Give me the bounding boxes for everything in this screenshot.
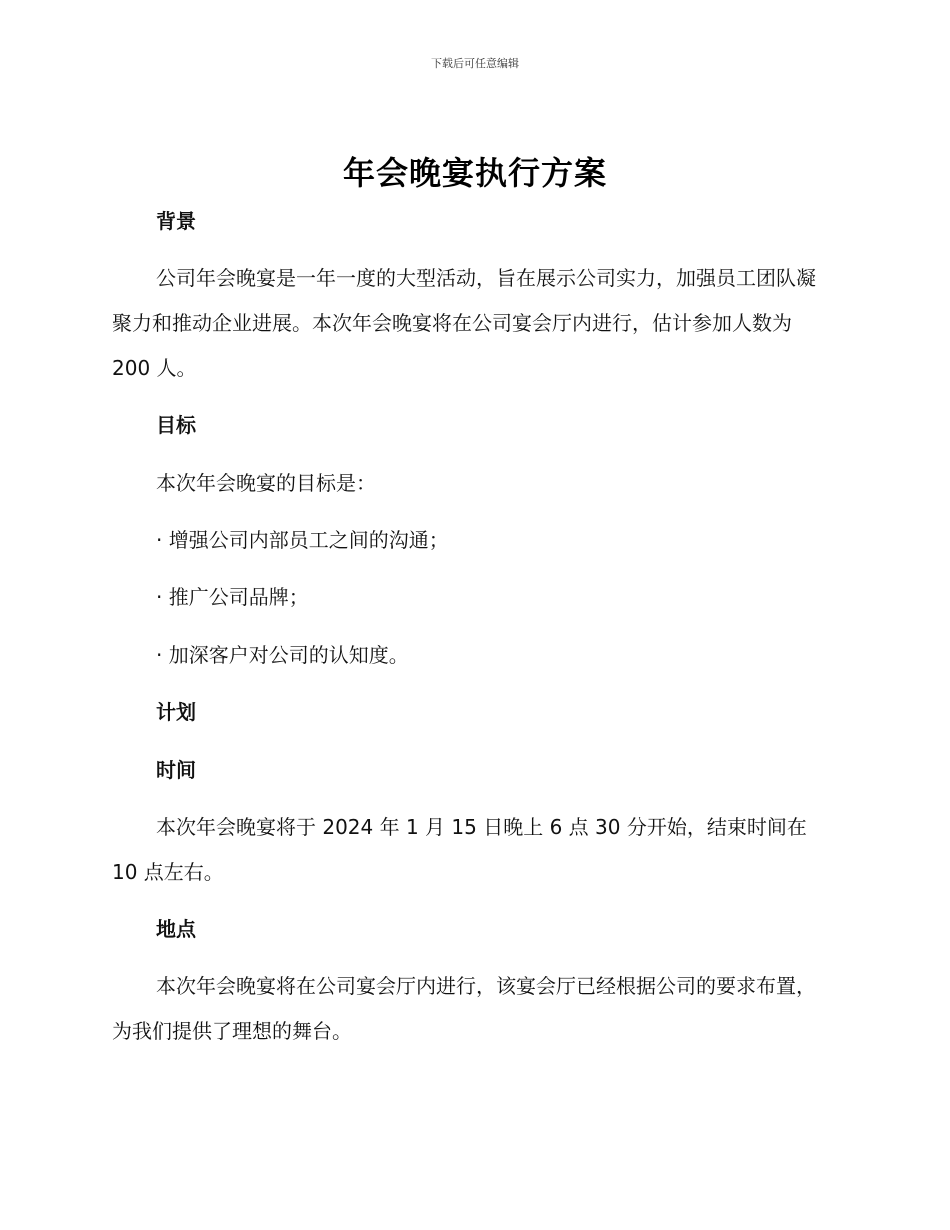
heading-time: 时间 bbox=[156, 758, 196, 782]
heading-background: 背景 bbox=[156, 209, 196, 233]
goal-item-1: · 增强公司内部员工之间的沟通； bbox=[156, 528, 449, 552]
header-note: 下载后可任意编辑 bbox=[431, 57, 519, 70]
heading-plan: 计划 bbox=[156, 700, 196, 724]
goals-intro: 本次年会晚宴的目标是： bbox=[156, 471, 376, 495]
paragraph-location: 本次年会晚宴将在公司宴会厅内进行，该宴会厅已经根据公司的要求布置，为我们提供了理想的舞台。 bbox=[112, 974, 816, 1043]
document-title: 年会晚宴执行方案 bbox=[342, 154, 607, 192]
goal-item-3: · 加深客户对公司的认知度。 bbox=[156, 643, 409, 667]
heading-location: 地点 bbox=[156, 917, 196, 941]
goal-item-2: · 推广公司品牌； bbox=[156, 585, 309, 609]
heading-goals: 目标 bbox=[156, 413, 196, 437]
paragraph-background: 公司年会晚宴是一年一度的大型活动，旨在展示公司实力，加强员工团队凝聚力和推动企业进展。本次年会晚宴将在公司宴会厅内进行，估计参加人数为 200 人。 bbox=[112, 266, 816, 380]
paragraph-time: 本次年会晚宴将于 2024 年 1 月 15 日晚上 6 点 30 分开始，结束时间在 10 点左右。 bbox=[112, 815, 807, 884]
